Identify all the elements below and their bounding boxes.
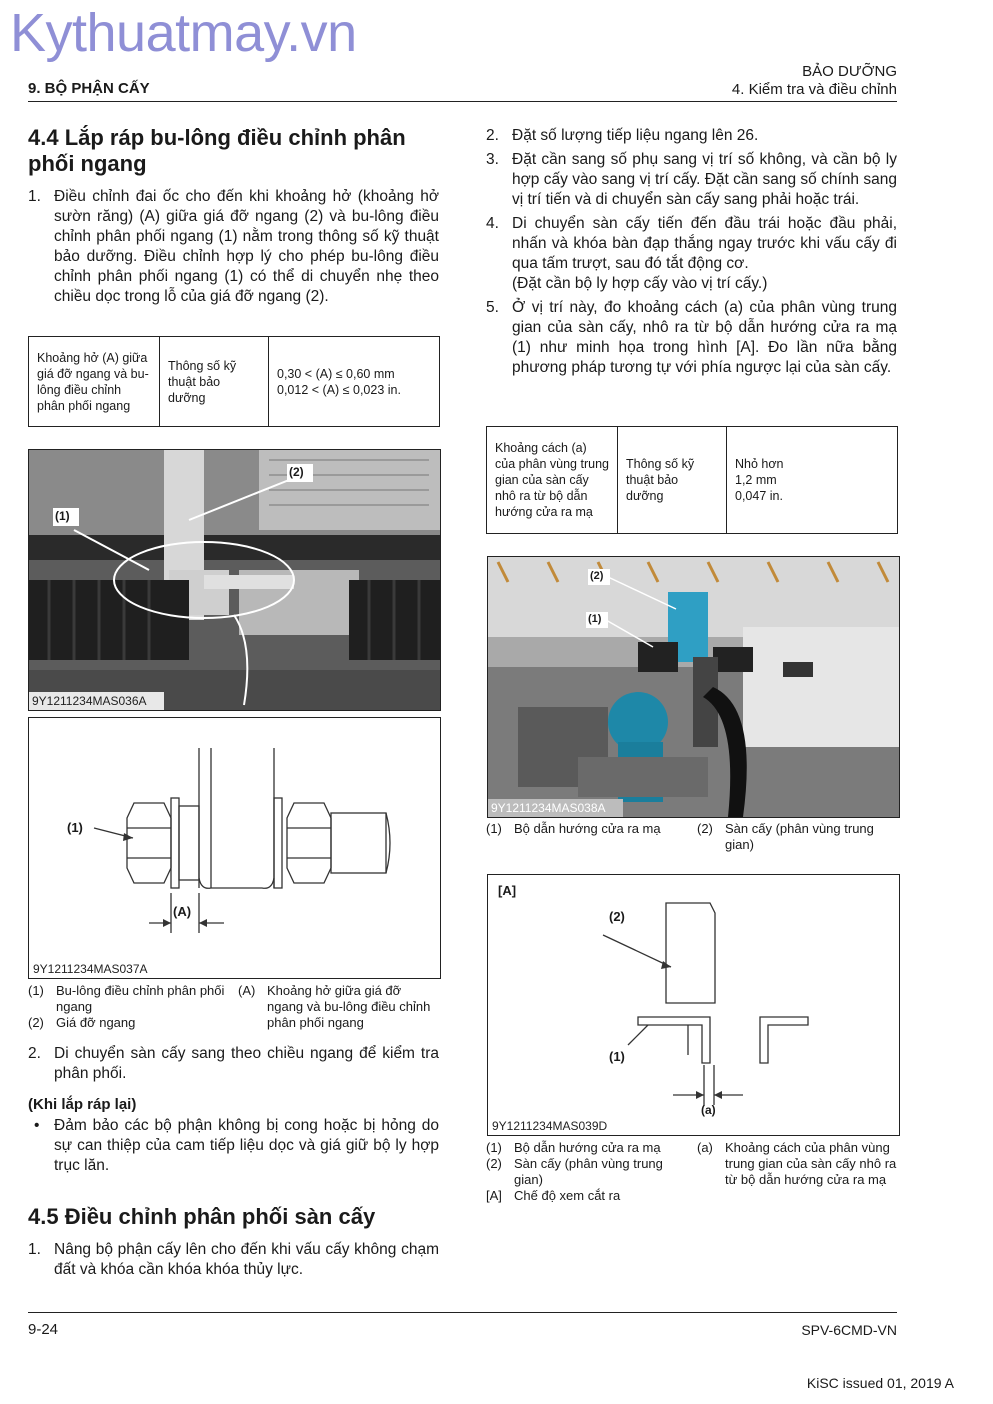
step-4-note (486, 274, 897, 294)
diagram-cut-view (487, 874, 900, 1136)
diagram-label-1: (1) (67, 820, 83, 835)
step-number: 2. (28, 1045, 41, 1062)
section-subtitle: 4. Kiểm tra và điều chỉnh (731, 81, 897, 98)
photo-label-2: (2) (289, 465, 304, 479)
section-4-4-title: 4.4 Lắp ráp bu-lông điều chỉnh phân phối ngang (28, 125, 406, 176)
diagram-tag: [A] (498, 883, 517, 898)
caption-key: (2) (486, 1156, 502, 1171)
spec-table-distance (486, 426, 898, 534)
diagram-label-1: (1) (609, 1049, 625, 1064)
chapter-title: 9. BỘ PHẬN CẤY (28, 80, 150, 97)
step-2 (486, 126, 897, 146)
left-column (28, 125, 439, 311)
step-3 (486, 150, 897, 210)
section-header (732, 63, 897, 99)
diagram-illustration (29, 718, 440, 978)
watermark-logo: Kythuatmay.vn (10, 3, 357, 63)
caption-value: Giá đỡ ngang (56, 1015, 136, 1030)
figure-code: 9Y1211234MAS038A (491, 801, 606, 815)
step-5 (486, 298, 897, 378)
spec-value-mm: 0,30 < (A) ≤ 0,60 mm (277, 366, 395, 381)
s44-step-1 (28, 187, 439, 307)
spec-table-clearance (28, 336, 440, 427)
reassembly-bullet (28, 1116, 439, 1176)
spec-value (269, 337, 440, 427)
spec-label: Thông số kỹ thuật bảo dưỡng (618, 427, 727, 534)
caption-key: (2) (697, 821, 713, 836)
step-number: 4. (486, 215, 499, 232)
model-code: SPV-6CMD-VN (801, 1322, 897, 1338)
photo-label-1: (1) (588, 613, 602, 625)
photo-illustration (488, 557, 899, 817)
section-4-5-title: 4.5 Điều chỉnh phân phối sàn cấy (28, 1204, 376, 1229)
figure-code: 9Y1211234MAS036A (32, 694, 147, 708)
header-rule (28, 101, 897, 102)
photo-label-2: (2) (590, 570, 604, 582)
diagram-bolt-clearance (28, 717, 441, 979)
spec-item: Khoảng hở (A) giữa giá đỡ ngang và bu-lông điều chỉnh phân phối ngang (29, 337, 160, 427)
caption-value: Bộ dẫn hướng cửa ra mạ (514, 821, 661, 836)
reassembly-title: (Khi lắp ráp lại) (28, 1096, 137, 1113)
step-text: Ở vị trí này, đo khoảng cách (a) của phân vùng trung gian của sàn cấy, nhô ra từ bộ dẫn hướng cửa ra mạ (1) như minh họa trong hình [A]. Đo lần nữa bằng phương pháp tương tự với phía ngược lại của sàn cấy. (512, 299, 897, 376)
step-note-text: (Đặt cần bộ ly hợp cấy vào vị trí cấy.) (512, 275, 768, 292)
reassembly-text: Đảm bảo các bộ phận không bị cong hoặc bị hỏng do sự can thiệp của cam tiếp liệu dọc và giá giữ bộ ly hợp trục lăn. (54, 1117, 439, 1174)
caption-value: Bu-lông điều chỉnh phân phối ngang (56, 983, 225, 1014)
caption-key: (1) (486, 821, 502, 836)
step-number: 5. (486, 299, 499, 316)
step-text: Đặt cần sang số phụ sang vị trí số không, và cần bộ ly hợp cấy vào sang vị trí cấy. Đặt cần sang số chính sang vị trí tiến và di chuyển sàn cấy sang phải hoặc trái. (512, 151, 897, 208)
step-text: Di chuyển sàn cấy sang theo chiều ngang để kiểm tra phân phối. (54, 1045, 439, 1082)
spec-value-prefix: Nhỏ hơn (735, 457, 784, 471)
figure-code: 9Y1211234MAS039D (492, 1119, 608, 1133)
page-number: 9-24 (28, 1321, 59, 1338)
figure-code: 9Y1211234MAS037A (33, 962, 148, 976)
step-text: Đặt số lượng tiếp liệu ngang lên 26. (512, 127, 759, 144)
step-number: 1. (28, 1241, 41, 1258)
spec-item: Khoảng cách (a) của phân vùng trung gian của sàn cấy nhô ra từ bộ dẫn hướng cửa ra mạ (487, 427, 618, 534)
caption-key: [A] (486, 1188, 502, 1203)
bullet-mark: • (34, 1117, 40, 1134)
step-text: Di chuyển sàn cấy tiến đến đầu trái hoặc đầu phải, nhấn và khóa bàn đạp thắng ngay trước khi vấu cấy đi qua tấm trượt, sau đó tắt động cơ. (512, 215, 897, 272)
step-number: 3. (486, 151, 499, 168)
spec-value (727, 427, 898, 534)
s44-step-2 (28, 1044, 439, 1084)
right-column (486, 126, 897, 382)
caption-value: Sàn cấy (phân vùng trung gian) (514, 1156, 663, 1187)
footer-rule (28, 1312, 897, 1313)
caption-key: (1) (28, 983, 44, 998)
step-number: 1. (28, 188, 41, 205)
step-text: Nâng bộ phận cấy lên cho đến khi vấu cấy không chạm đất và khóa cần khóa khóa thủy lực. (54, 1241, 439, 1278)
caption-value: Khoảng cách của phân vùng trung gian của sàn cấy nhô ra từ bộ dẫn hướng cửa ra mạ (725, 1140, 897, 1187)
step-text: Điều chỉnh đai ốc cho đến khi khoảng hở (khoảng hở sườn răng) (A) giữa giá đỡ ngang (2) và bu-lông điều chỉnh phân phối ngang (1) nằm trong thông số kỹ thuật bảo dưỡng. Điều chỉnh hợp lý cho phép bu-lông điều chỉnh phân phối ngang (1) có thể di chuyển nhẹ theo chiều dọc trong lỗ của giá đỡ ngang (2). (54, 188, 439, 305)
caption-key: (A) (238, 983, 256, 998)
section-title: BẢO DƯỠNG (802, 63, 897, 80)
diagram-label-a: (a) (701, 1103, 716, 1117)
diagram-illustration (488, 875, 899, 1135)
photo-label-1: (1) (55, 509, 70, 523)
diagram-label-2: (2) (609, 909, 625, 924)
caption-key: (a) (697, 1140, 713, 1155)
s45-step-1 (28, 1240, 439, 1280)
caption-value: Chế độ xem cắt ra (514, 1188, 621, 1203)
caption-value: Bộ dẫn hướng cửa ra mạ (514, 1140, 661, 1155)
step-number: 2. (486, 127, 499, 144)
caption-value: Sàn cấy (phân vùng trung gian) (725, 821, 874, 852)
photo-seedling-guide (487, 556, 900, 818)
left-column-lower (28, 1044, 439, 1284)
caption-key: (1) (486, 1140, 502, 1155)
photo-illustration (29, 450, 440, 710)
caption-key: (2) (28, 1015, 44, 1030)
spec-value-in: 0,047 in. (735, 489, 783, 503)
spec-value-mm: 1,2 mm (735, 473, 777, 487)
spec-value-in: 0,012 < (A) ≤ 0,023 in. (277, 382, 401, 397)
photo-adjusting-bolt (28, 449, 441, 711)
spec-label: Thông số kỹ thuật bảo dưỡng (160, 337, 269, 427)
diagram-label-A: (A) (173, 904, 192, 919)
step-4 (486, 214, 897, 274)
issue-note: KiSC issued 01, 2019 A (806, 1375, 954, 1391)
caption-value: Khoảng hở giữa giá đỡ ngang và bu-lông điều chỉnh phân phối ngang (267, 983, 431, 1030)
